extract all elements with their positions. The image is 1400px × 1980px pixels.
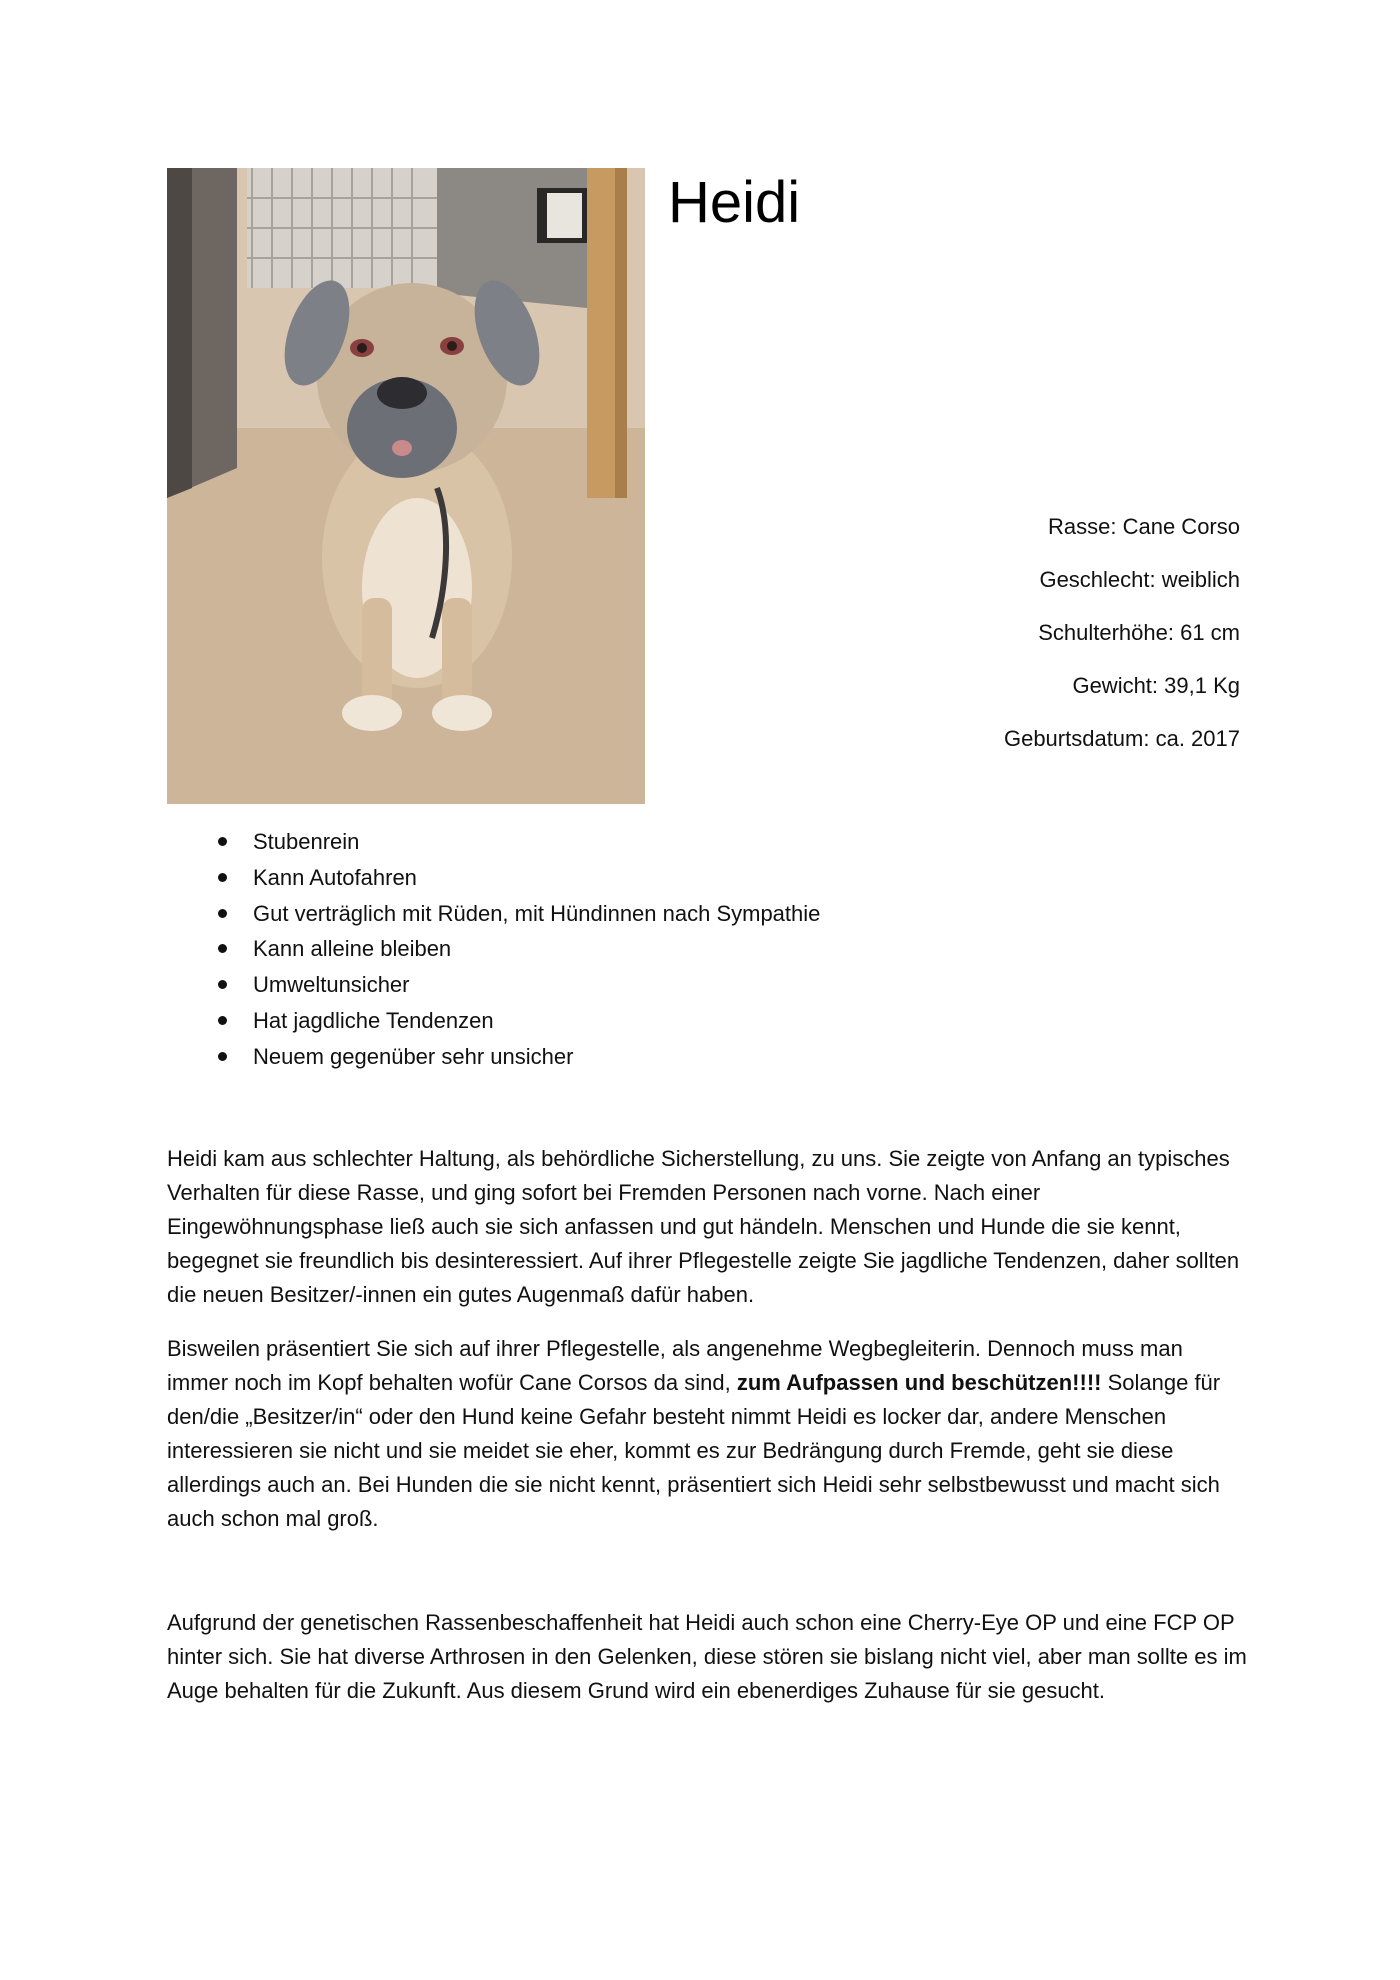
list-item: Gut verträglich mit Rüden, mit Hündinnen nach Sympathie xyxy=(167,896,1167,932)
paragraph-behaviour-text: Bisweilen präsentiert Sie sich auf ihrer Pflegestelle, als angenehme Wegbegleiterin. Dennoch muss man immer noch im Kopf behalten wofür Cane Corsos da sind, xyxy=(167,1336,1183,1395)
traits-list xyxy=(167,824,1167,1075)
fact-birthdate: Geburtsdatum: ca. 2017 xyxy=(1003,726,1240,751)
paragraph-health: Aufgrund der genetischen Rassenbeschaffenheit hat Heidi auch schon eine Cherry-Eye OP und eine FCP OP hinter sich. Sie hat diverse Arthrosen in den Gelenken, diese stören sie bislang nicht viel, aber man sollte es im Auge behalten für die Zukunft. Aus diesem Grund wird ein ebenerdiges Zuhause für sie gesucht. xyxy=(167,1610,1247,1703)
list-item: Stubenrein xyxy=(167,824,1167,860)
dog-facts xyxy=(640,500,1240,765)
page-title: Heidi xyxy=(668,170,801,235)
fact-weight: Gewicht: 39,1 Kg xyxy=(1072,673,1240,698)
paragraph-behaviour-emphasis: zum Aufpassen und beschützen!!!! xyxy=(736,1370,1102,1395)
list-item: Kann Autofahren xyxy=(167,860,1167,896)
list-item: Neuem gegenüber sehr unsicher xyxy=(167,1039,1167,1075)
paragraph-behaviour-text-end: Solange für den/die „Besitzer/in“ oder den Hund keine Gefahr besteht nimmt Heidi es locker dar, andere Menschen interessieren sie nicht und sie meidet sie eher, kommt es zur Bedrängung durch Fremde, geht sie diese allerdings auch an. Bei Hunden die sie nicht kennt, präsentiert sich Heidi sehr selbstbewusst und macht sich auch schon mal groß. xyxy=(167,1370,1221,1531)
list-item: Kann alleine bleiben xyxy=(167,931,1167,967)
dog-photo xyxy=(167,168,645,804)
fact-shoulder-height: Schulterhöhe: 61 cm xyxy=(1038,620,1240,645)
paragraph-history: Heidi kam aus schlechter Haltung, als behördliche Sicherstellung, zu uns. Sie zeigte von Anfang an typisches Verhalten für diese Rasse, und ging sofort bei Fremden Personen nach vorne. Nach einer Eingewöhnungsphase ließ auch sie sich anfassen und gut händeln. Menschen und Hunde die sie kennt, begegnet sie freundlich bis desinteressiert. Auf ihrer Pflegestelle zeigte Sie jagdliche Tendenzen, daher sollten die neuen Besitzer/-innen ein gutes Augenmaß dafür haben. xyxy=(167,1146,1240,1307)
dog-photo-icon xyxy=(167,168,645,804)
paragraph-behaviour xyxy=(167,1332,1247,1536)
list-item: Hat jagdliche Tendenzen xyxy=(167,1003,1167,1039)
fact-sex: Geschlecht: weiblich xyxy=(1039,567,1240,592)
fact-breed: Rasse: Cane Corso xyxy=(1048,514,1240,539)
list-item: Umweltunsicher xyxy=(167,967,1167,1003)
